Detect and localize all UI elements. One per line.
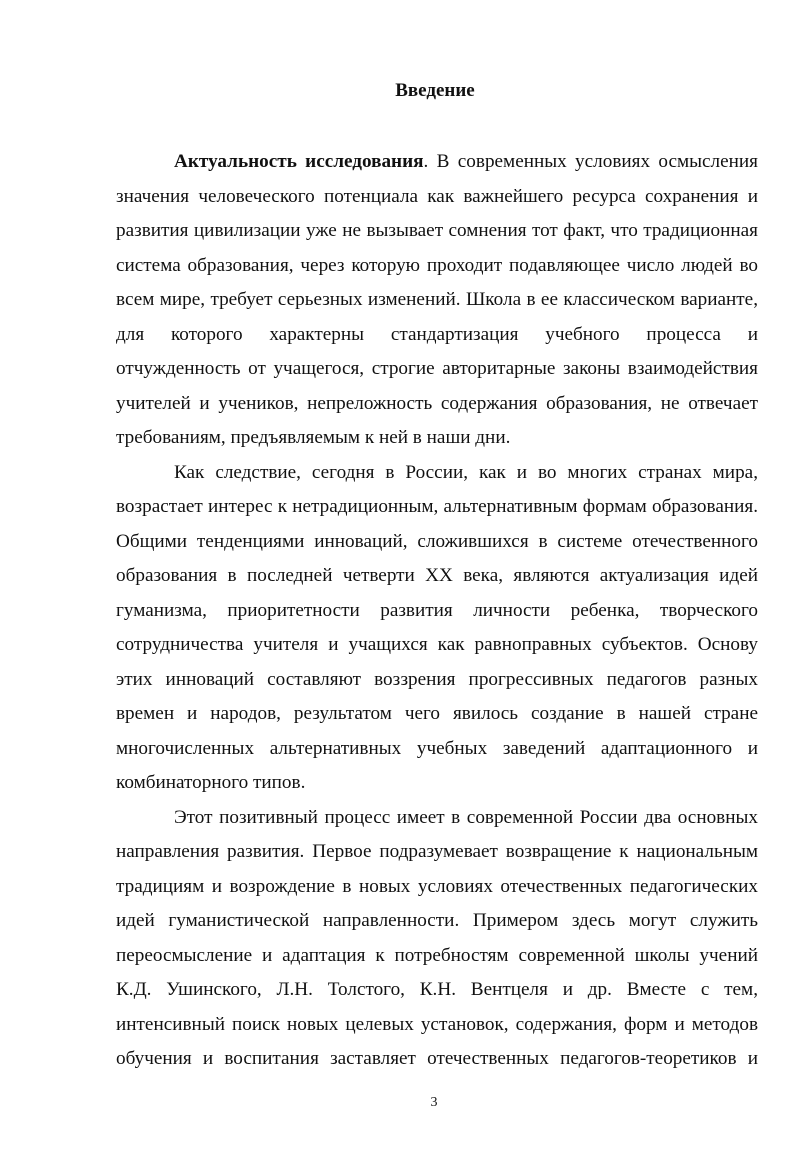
text-line: для которого характерны стандартизация учебного процесса и <box>116 323 758 345</box>
text-line: Этот позитивный процесс имеет в современной России два основных <box>174 806 758 828</box>
text-line: сотрудничества учителя и учащихся как равноправных субъектов. Основу <box>116 634 758 655</box>
text-line: образования в последней четверти XX века, являются актуализация идей <box>116 565 758 586</box>
text-line: времен и народов, результатом чего явилось создание в нашей стране <box>116 703 758 724</box>
text-line: идей гуманистической направленности. Примером здесь могут служить <box>116 910 758 931</box>
text-line: возрастает интерес к нетрадиционным, альтернативным формам образования. <box>116 496 758 517</box>
body-text <box>116 145 758 1077</box>
text-line: учителей и учеников, непреложность содержания образования, не отвечает <box>116 392 758 414</box>
lead-phrase: Актуальность исследования <box>174 151 424 172</box>
text-line: развития цивилизации уже не вызывает сомнения тот факт, что традиционная <box>116 220 758 241</box>
page-number: 3 <box>430 1095 438 1110</box>
text-line <box>116 145 758 180</box>
text-line: многочисленных альтернативных учебных заведений адаптационного и <box>116 737 758 759</box>
text-line: комбинаторного типов. <box>116 772 306 793</box>
text-line: переосмысление и адаптация к потребностям современной школы учений <box>116 944 758 966</box>
text-line: гуманизма, приоритетности развития личности ребенка, творческого <box>116 599 758 621</box>
text-line: всем мире, требует серьезных изменений. Школа в ее классическом варианте, <box>116 289 758 310</box>
text-line: этих инноваций составляют воззрения прогрессивных педагогов разных <box>116 668 758 690</box>
text-line: значения человеческого потенциала как важнейшего ресурса сохранения и <box>116 185 758 207</box>
text-line: отчужденность от учащегося, строгие авторитарные законы взаимодействия <box>116 358 758 379</box>
text-line: традициям и возрождение в новых условиях отечественных педагогических <box>116 875 758 897</box>
text-line: направления развития. Первое подразумевает возвращение к национальным <box>116 841 758 862</box>
text-line: Как следствие, сегодня в России, как и во многих странах мира, <box>174 461 758 483</box>
section-heading: Введение <box>395 80 475 101</box>
text-line: К.Д. Ушинского, Л.Н. Толстого, К.Н. Вентцеля и др. Вместе с тем, <box>116 979 758 1000</box>
text-line: Общими тенденциями инноваций, сложившихся в системе отечественного <box>116 530 758 552</box>
text-line-rest: . В современных условиях осмысления <box>423 151 758 172</box>
text-line: интенсивный поиск новых целевых установок, содержания, форм и методов <box>116 1013 758 1035</box>
text-line: требованиям, предъявляемым к ней в наши дни. <box>116 427 511 448</box>
text-line: обучения и воспитания заставляет отечественных педагогов-теоретиков и <box>116 1048 758 1069</box>
text-line: система образования, через которую проходит подавляющее число людей во <box>116 254 758 276</box>
